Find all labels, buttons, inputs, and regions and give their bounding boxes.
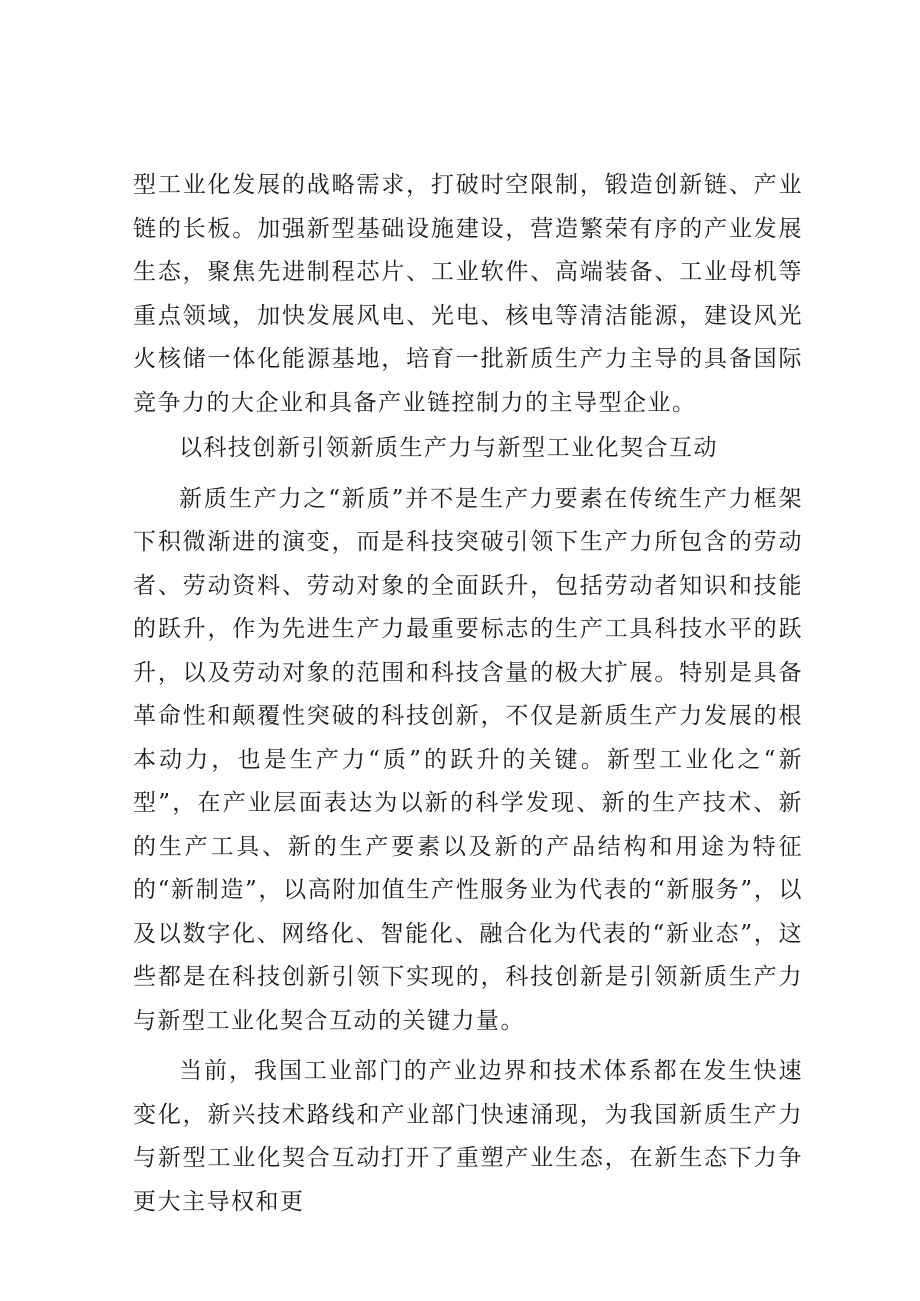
section-heading: 以科技创新引领新质生产力与新型工业化契合互动 [179,435,718,461]
paragraph-body: 新质生产力之“新质”并不是生产力要素在传统生产力框架下积微渐进的演变，而是科技突破引领下生产力所包含的劳动者、劳动资料、劳动对象的全面跃升，包括劳动者知识和技能的跃升，作为先进生产力最重要标志的生产工具科技水平的跃升，以及劳动对象的范围和科技含量的极大扩展。特别是具备革命性和颠覆性突破的科技创新，不仅是新质生产力发展的根本动力，也是生产力“质”的跃升的关键。新型工业化之“新型”，在产业层面表达为以新的科学发现、新的生产技术、新的生产工具、新的生产要素以及新的产品结构和用途为特征的“新制造”，以高附加值生产性服务业为代表的“新服务”，以及以数字化、网络化、智能化、融合化为代表的“新业态”，这些都是在科技创新引领下实现的，科技创新是引领新质生产力与新型工业化契合互动的关键力量。 [133,485,803,1034]
paragraph-body: 当前，我国工业部门的产业边界和技术体系都在发生快速变化，新兴技术路线和产业部门快速涌现，为我国新质生产力与新型工业化契合互动打开了重塑产业生态，在新生态下力争更大主导权和更 [133,1058,803,1215]
paragraph-continuation: 型工业化发展的战略需求，打破时空限制，锻造创新链、产业链的长板。加强新型基础设施建设，营造繁荣有序的产业发展生态，聚焦先进制程芯片、工业软件、高端装备、工业母机等重点领域，加快发展风电、光电、核电等清洁能源，建设风光火核储一体化能源基地，培育一批新质生产力主导的具备国际竞争力的大企业和具备产业链控制力的主导型企业。 [133,172,803,416]
document-body [133,164,803,1224]
